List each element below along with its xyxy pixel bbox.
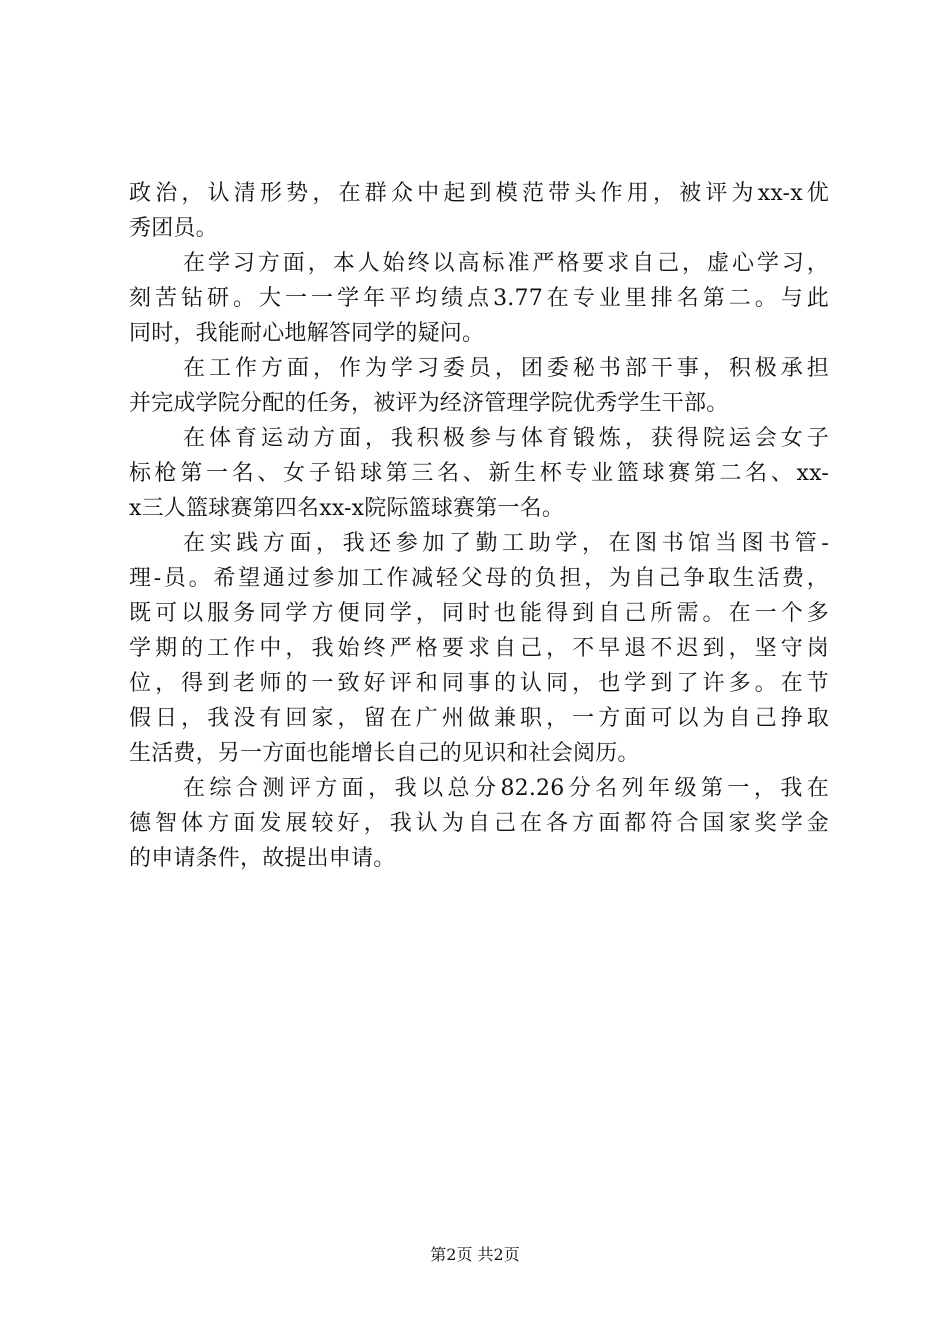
paragraph-sports (129, 421, 829, 526)
text-line: 德智体方面发展较好，我认为自己在各方面都符合国家奖学金 (129, 811, 829, 836)
paragraph-practice (129, 526, 829, 771)
text-line: 并完成学院分配的任务，被评为经济管理学院优秀学生干部。 (129, 391, 729, 416)
text-line: 生活费，另一方面也能增长自己的见识和社会阅历。 (129, 741, 640, 766)
paragraph-evaluation (129, 771, 829, 876)
text-line: 在综合测评方面，我以总分82.26分名列年级第一，我在 (183, 776, 829, 801)
text-line: 秀团员。 (129, 216, 218, 241)
text-line: 学期的工作中，我始终严格要求自己，不早退不迟到，坚守岗 (129, 636, 829, 661)
text-line: 的申请条件，故提出申请。 (129, 846, 396, 871)
text-line: 位，得到老师的一致好评和同事的认同，也学到了许多。在节 (129, 671, 829, 696)
text-line: 在工作方面，作为学习委员，团委秘书部干事，积极承担 (183, 356, 829, 381)
text-line: 在实践方面，我还参加了勤工助学，在图书馆当图书管- (183, 531, 829, 556)
text-line: 理-员。希望通过参加工作减轻父母的负担，为自己争取生活费， (129, 566, 829, 591)
text-line: 假日，我没有回家，留在广州做兼职，一方面可以为自己挣取 (129, 706, 829, 731)
text-line: 标枪第一名、女子铅球第三名、新生杯专业篮球赛第二名、xx- (129, 461, 829, 486)
text-line: 刻苦钻研。大一一学年平均绩点3.77在专业里排名第二。与此 (129, 286, 829, 311)
text-line: 政治，认清形势，在群众中起到模范带头作用，被评为xx-x优 (129, 181, 829, 206)
page-number-footer: 第2页 共2页 (430, 1245, 520, 1264)
text-line: 既可以服务同学方便同学，同时也能得到自己所需。在一个多 (129, 601, 829, 626)
text-line: x三人篮球赛第四名xx-x院际篮球赛第一名。 (129, 496, 565, 521)
text-line: 在体育运动方面，我积极参与体育锻炼，获得院运会女子 (183, 426, 829, 451)
text-line: 同时，我能耐心地解答同学的疑问。 (129, 321, 485, 346)
document-body (129, 176, 829, 876)
paragraph-work (129, 351, 829, 421)
paragraph-study (129, 246, 829, 351)
paragraph-political (129, 176, 829, 246)
text-line: 在学习方面，本人始终以高标准严格要求自己，虚心学习， (183, 251, 829, 276)
